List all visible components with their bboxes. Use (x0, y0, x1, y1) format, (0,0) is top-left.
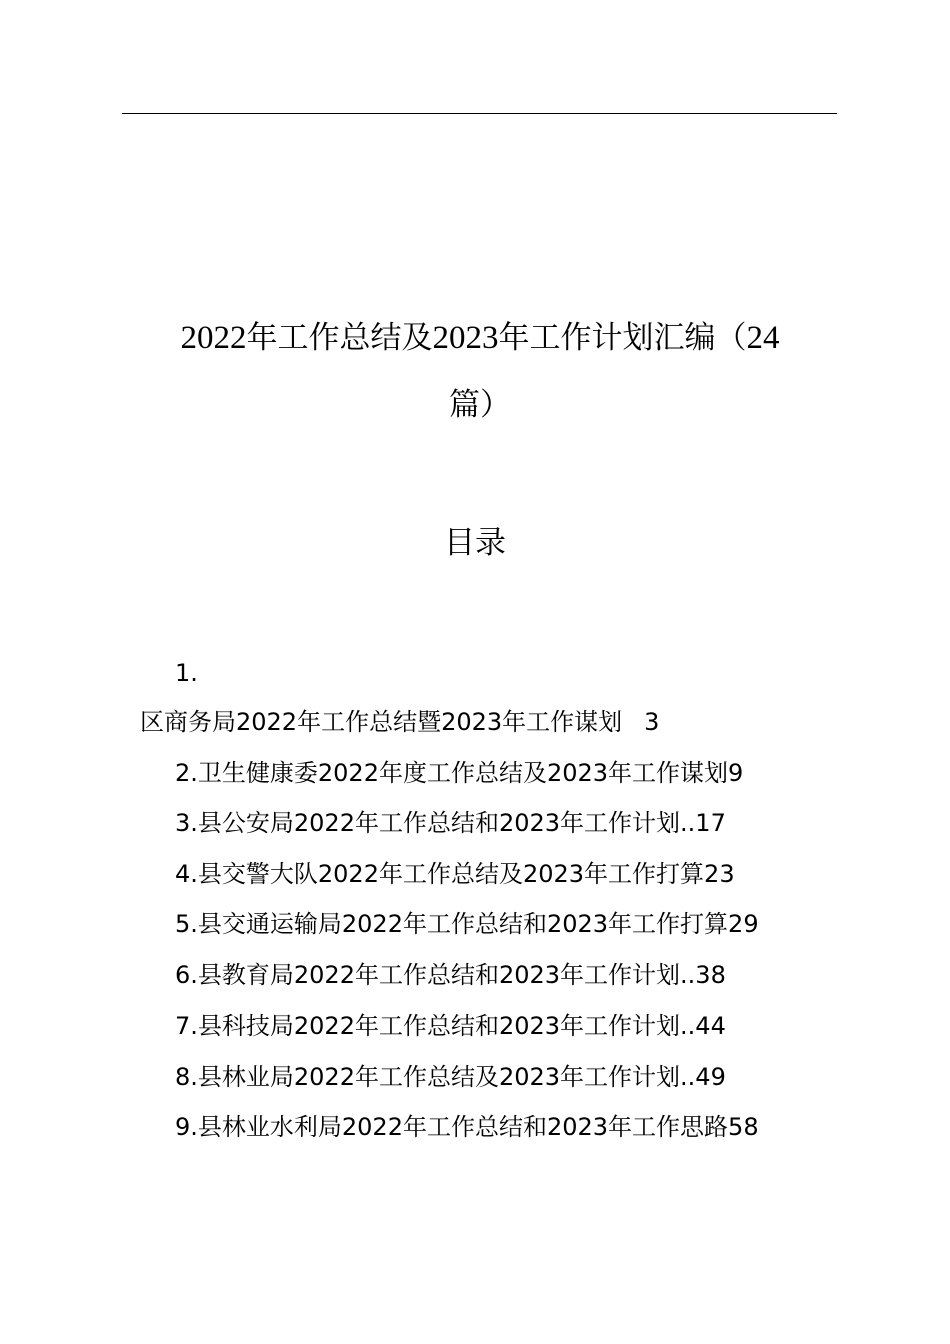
toc-item-1-title[interactable] (140, 710, 659, 734)
title-year-2: 2023 (432, 320, 499, 356)
title-text-2: 年工作计划汇编（ (498, 320, 747, 356)
toc-item-8[interactable]: 8.县林业局2022年工作总结及2023年工作计划..49 (175, 1063, 726, 1091)
document-title-continued: 篇） (449, 387, 511, 423)
toc-item-9[interactable]: 9.县林业水利局2022年工作总结和2023年工作思路58 (175, 1113, 759, 1141)
toc-item-3[interactable]: 3.县公安局2022年工作总结和2023年工作计划..17 (175, 809, 726, 837)
toc-heading: 目录 (444, 525, 506, 561)
toc-item-1-number[interactable]: 1. (175, 659, 198, 687)
title-year-1: 2022 (180, 320, 247, 356)
title-count: 24 (746, 320, 780, 356)
toc-item-1-title-text: 区商务局2022年工作总结暨2023年工作谋划 (140, 708, 623, 736)
toc-item-6[interactable]: 6.县教育局2022年工作总结和2023年工作计划..38 (175, 961, 726, 989)
toc-item-1-page: 3 (644, 708, 660, 736)
title-text-1: 年工作总结及 (246, 320, 433, 356)
header-rule (122, 113, 837, 114)
toc-item-7[interactable]: 7.县科技局2022年工作总结和2023年工作计划..44 (175, 1012, 726, 1040)
document-title (110, 322, 850, 355)
toc-item-2[interactable]: 2.卫生健康委2022年度工作总结及2023年工作谋划9 (175, 759, 744, 787)
toc-item-5[interactable]: 5.县交通运输局2022年工作总结和2023年工作打算29 (175, 910, 759, 938)
toc-item-4[interactable]: 4.县交警大队2022年工作总结及2023年工作打算23 (175, 860, 735, 888)
